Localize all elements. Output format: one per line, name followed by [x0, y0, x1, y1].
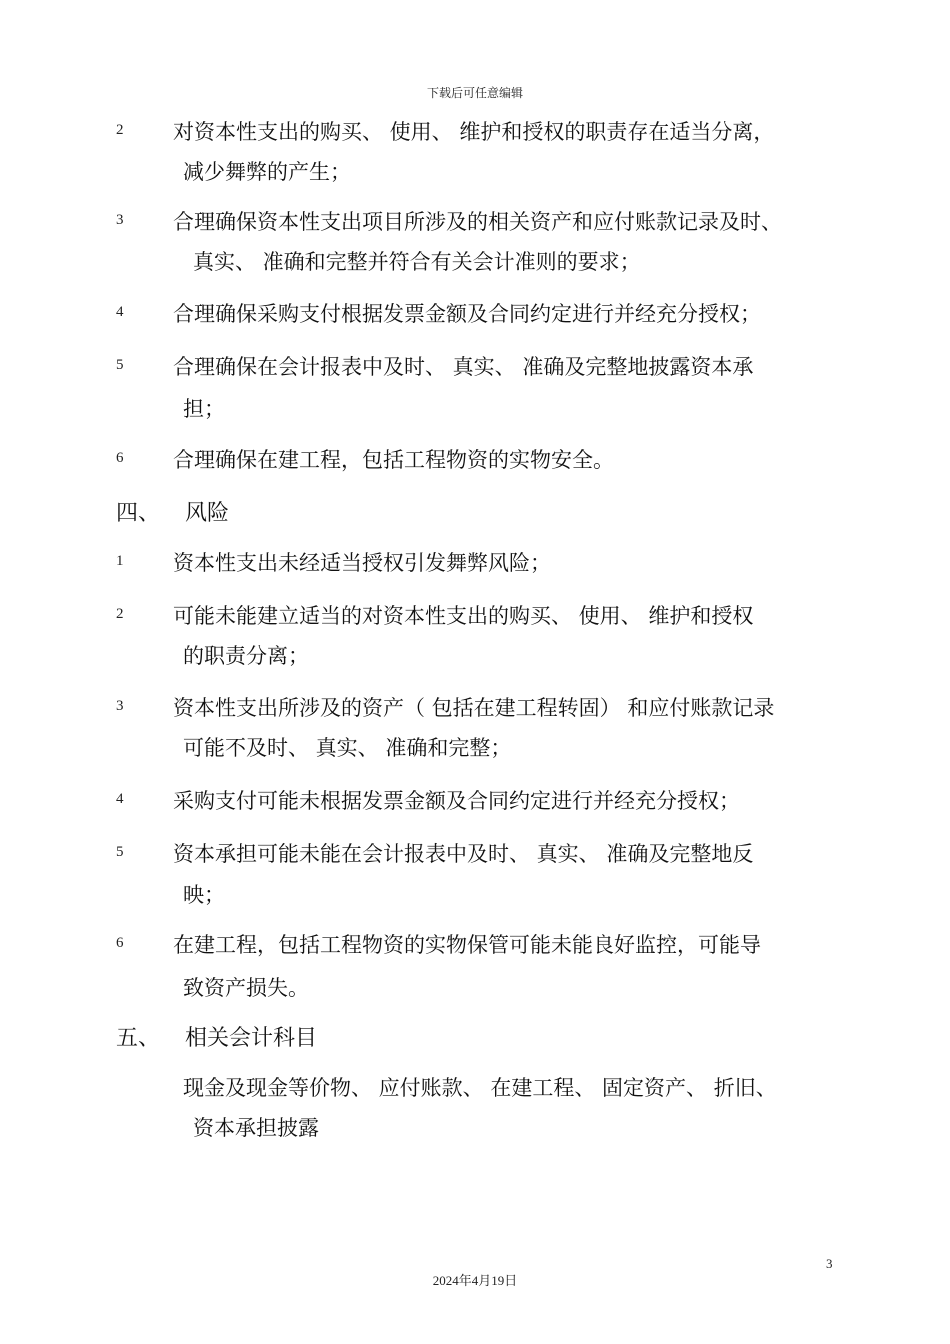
page-header: 下载后可任意编辑: [426, 86, 523, 100]
item-number: 3: [116, 698, 124, 714]
page-footer-date: 2024年4月19日: [432, 1273, 518, 1288]
item-text-line: 真实、 准确和完整并符合有关会计准则的要求；: [193, 250, 641, 274]
item-number: 6: [116, 935, 124, 951]
item-text-line: 减少舞弊的产生；: [183, 160, 351, 184]
item-number: 3: [116, 212, 124, 228]
item-text-line: 可能不及时、 真实、 准确和完整；: [183, 736, 512, 760]
item-number: 2: [116, 606, 124, 622]
item-text-line: 对资本性支出的购买、 使用、 维护和授权的职责存在适当分离，: [173, 120, 775, 144]
item-text-line: 映；: [183, 883, 225, 907]
item-number: 1: [116, 553, 124, 569]
item-text-line: 资本性支出所涉及的资产（ 包括在建工程转固） 和应付账款记录: [173, 696, 775, 720]
item-text-line: 合理确保采购支付根据发票金额及合同约定进行并经充分授权；: [173, 302, 761, 326]
item-text-line: 在建工程，包括工程物资的实物保管可能未能良好监控，可能导: [173, 933, 761, 957]
item-text-line: 可能未能建立适当的对资本性支出的购买、 使用、 维护和授权: [173, 604, 754, 628]
item-text-line: 采购支付可能未根据发票金额及合同约定进行并经充分授权；: [173, 789, 740, 813]
item-text-line: 的职责分离；: [183, 644, 309, 668]
item-text-line: 致资产损失。: [183, 976, 309, 1000]
section-title: 风险: [185, 501, 230, 526]
item-number: 6: [116, 450, 124, 466]
page-number: 3: [826, 1256, 833, 1271]
item-text-line: 合理确保资本性支出项目所涉及的相关资产和应付账款记录及时、: [173, 210, 782, 234]
item-number: 2: [116, 122, 124, 138]
item-number: 4: [116, 791, 124, 807]
item-text-line: 合理确保在建工程，包括工程物资的实物安全。: [173, 448, 614, 472]
item-text-line: 合理确保在会计报表中及时、 真实、 准确及完整地披露资本承: [173, 355, 754, 379]
section-title: 相关会计科目: [185, 1026, 318, 1051]
item-number: 5: [116, 357, 124, 373]
account-list-line: 现金及现金等价物、 应付账款、 在建工程、 固定资产、 折旧、: [183, 1076, 777, 1100]
item-text-line: 资本承担可能未能在会计报表中及时、 真实、 准确及完整地反: [173, 842, 754, 866]
item-number: 5: [116, 844, 124, 860]
item-number: 4: [116, 304, 124, 320]
item-text-line: 担；: [183, 397, 225, 421]
section-number: 四、: [116, 501, 161, 526]
section-number: 五、: [116, 1026, 161, 1051]
account-list-line: 资本承担披露: [193, 1116, 319, 1140]
item-text-line: 资本性支出未经适当授权引发舞弊风险；: [173, 551, 551, 575]
